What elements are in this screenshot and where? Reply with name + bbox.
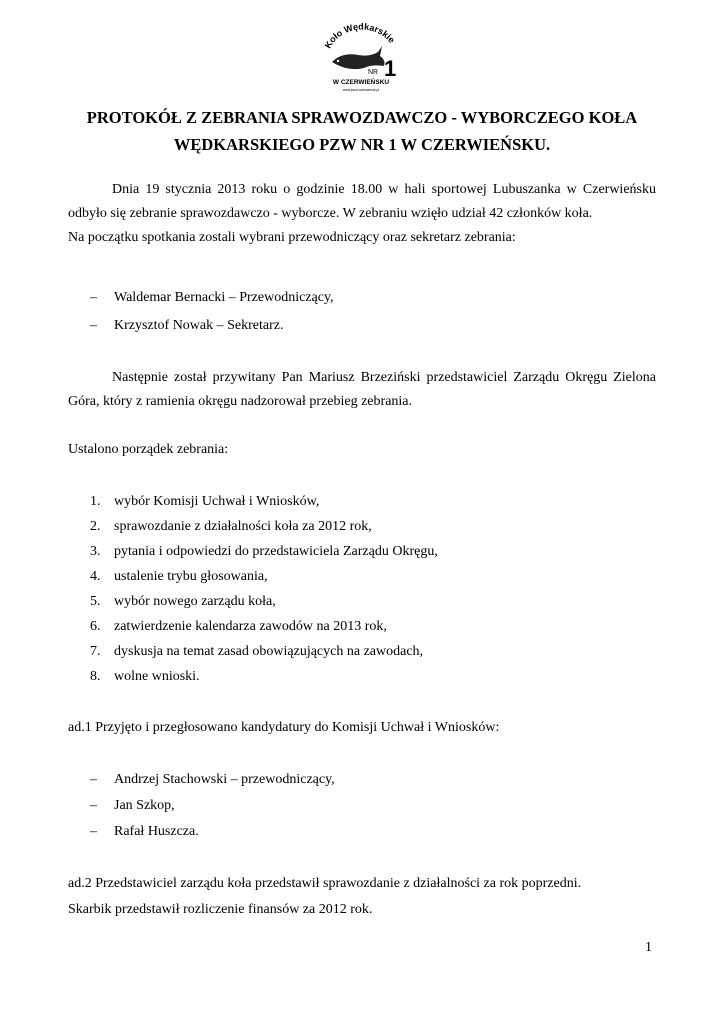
dash-marker: –: [90, 318, 97, 333]
official-1: Waldemar Bernacki – Przewodniczący,: [114, 290, 334, 305]
agenda-item-6: zatwierdzenie kalendarza zawodów na 2013 rok,: [114, 619, 387, 634]
title-line-2: WĘDKARSKIEGO PZW NR 1 W CZERWIEŃSKU.: [173, 135, 551, 154]
agenda-item: 1. wybór Komisji Uchwał i Wniosków,: [90, 494, 320, 509]
logo-arc-text: Koło Wędkarskie: [322, 22, 397, 50]
agenda-item: 7. dyskusja na temat zasad obowiązujących na zawodach,: [90, 644, 424, 659]
club-logo: [318, 22, 404, 94]
dash-marker: –: [90, 772, 97, 787]
agenda-item-8: wolne wnioski.: [114, 669, 200, 684]
fish-icon: [332, 46, 385, 69]
svg-text:Koło Wędkarskie: [323, 22, 397, 50]
intro-paragraph: Dnia 19 stycznia 2013 roku o godzinie 18.00 w hali sportowej Lubuszanka w Czerwieńsku odbyło się zebranie sprawozdawczo - wyborcze. W zebraniu wzięło udział 42 członków koła.: [68, 182, 656, 221]
page-number: 1: [645, 940, 652, 955]
welcome-paragraph: Następnie został przywitany Pan Mariusz Brzeziński przedstawiciel Zarządu Okręgu Zielona Góra, który z ramienia okręgu nadzorował przebieg zebrania.: [68, 370, 656, 409]
ad1-text: ad.1 Przyjęto i przegłosowano kandydatury do Komisji Uchwał i Wniosków:: [68, 720, 500, 735]
list-item: [90, 794, 175, 818]
logo-number: 1: [384, 56, 397, 81]
logo-nr-label: NR: [368, 69, 379, 76]
chair-intro: Na początku spotkania zostali wybrani przewodniczący oraz sekretarz zebrania:: [68, 230, 516, 245]
logo-url: www.pzw1czerwiensk.pl: [342, 88, 380, 92]
agenda-item-7: dyskusja na temat zasad obowiązujących na zawodach,: [114, 644, 424, 659]
agenda-intro: Ustalono porządek zebrania:: [68, 442, 229, 457]
list-item: [90, 286, 334, 310]
list-item: [90, 314, 284, 338]
agenda-item: 4. ustalenie trybu głosowania,: [90, 569, 268, 584]
agenda-item-5: wybór nowego zarządu koła,: [114, 594, 276, 609]
list-item: [90, 768, 335, 792]
agenda-item-1: wybór Komisji Uchwał i Wniosków,: [114, 494, 320, 509]
agenda-item-4: ustalenie trybu głosowania,: [114, 569, 268, 584]
agenda-item: 8. wolne wnioski.: [90, 669, 200, 684]
list-item: [90, 820, 199, 844]
logo-place: W CZERWIEŃSKU: [332, 79, 390, 86]
committee-1: Andrzej Stachowski – przewodniczący,: [114, 772, 335, 787]
agenda-item: 6. zatwierdzenie kalendarza zawodów na 2013 rok,: [90, 619, 387, 634]
committee-2: Jan Szkop,: [114, 798, 175, 813]
title-line-1: PROTOKÓŁ Z ZEBRANIA SPRAWOZDAWCZO - WYBORCZEGO KOŁA: [86, 108, 638, 127]
ad2-line-2: Skarbik przedstawił rozliczenie finansów za 2012 rok.: [68, 902, 373, 917]
dash-marker: –: [90, 290, 97, 305]
document-title: [60, 104, 664, 158]
ad2-line-1: ad.2 Przedstawiciel zarządu koła przedstawił sprawozdanie z działalności za rok poprzedni.: [68, 876, 582, 891]
dash-marker: –: [90, 824, 97, 839]
agenda-item: 5. wybór nowego zarządu koła,: [90, 594, 276, 609]
agenda-item: 3. pytania i odpowiedzi do przedstawiciela Zarządu Okręgu,: [90, 544, 438, 559]
dash-marker: –: [90, 798, 97, 813]
agenda-item-2: sprawozdanie z działalności koła za 2012 rok,: [114, 519, 372, 534]
agenda-item-3: pytania i odpowiedzi do przedstawiciela Zarządu Okręgu,: [114, 544, 438, 559]
agenda-item: 2. sprawozdanie z działalności koła za 2012 rok,: [90, 519, 372, 534]
committee-3: Rafał Huszcza.: [114, 824, 199, 839]
official-2: Krzysztof Nowak – Sekretarz.: [114, 318, 284, 333]
